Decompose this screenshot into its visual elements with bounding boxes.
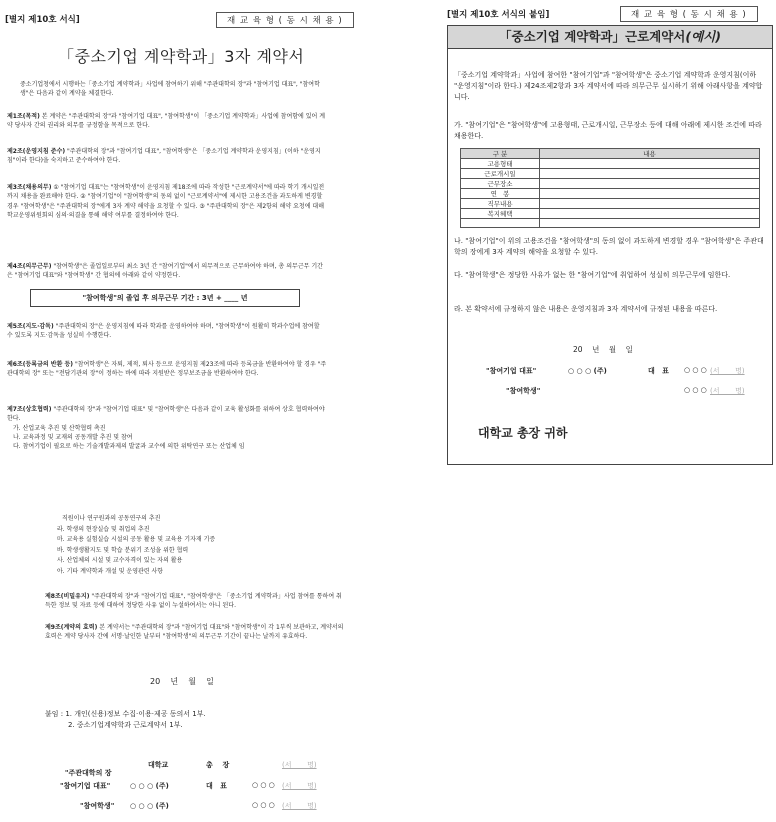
clause-na: 나. "참여기업"이 위의 고용조건을 "참여학생"의 동의 없이 과도하게 변경할 경우 "참여학생"은 주관대학의 장에게 3자 계약의 해약을 요청할 수 있다. xyxy=(454,237,764,257)
sig-company: ○ ○ ○ (주) xyxy=(568,367,607,375)
row-value[interactable] xyxy=(540,199,760,209)
row-value[interactable] xyxy=(540,159,760,169)
article-heading: 제7조(상호협력) xyxy=(7,406,52,413)
addressee: 대학교 총장 귀하 xyxy=(478,426,568,440)
row-label: 복지혜택 xyxy=(461,209,540,219)
sig-title: 총 장 xyxy=(206,761,230,769)
sig-title: 대 표 xyxy=(648,367,669,375)
list-item: 가. 산업교육 추진 및 산학협력 촉진 xyxy=(13,424,106,432)
article-heading: 제9조(계약의 효력) xyxy=(45,624,98,631)
page-title: 「중소기업 계약학과」3자 계약서 xyxy=(58,47,305,66)
article-6 xyxy=(7,360,327,379)
column-header: 내용 xyxy=(540,149,760,159)
signature-mark: (서 명) xyxy=(710,367,745,375)
date-line: 20 년 월 일 xyxy=(573,345,633,354)
clause-ga: 가. "참여기업"은 "참여학생"에 고용형태, 근로개시일, 근무장소 등에 대해 아래에 제시한 조건에 따라 채용한다. xyxy=(454,121,762,141)
sig-person: ○ ○ ○ xyxy=(252,801,275,809)
sig-title: 대 표 xyxy=(206,782,227,790)
table-row xyxy=(461,189,760,199)
article-heading: 제1조(목적) xyxy=(7,113,40,120)
row-value[interactable] xyxy=(540,209,760,219)
article-body: "주관대학의 장"과 "참여기업 대표", "참여학생"은 「중소기업 계약학과」사업 참여를 통하여 취득한 정보 및 자료 등에 대하여 정당한 사유 없이 누설하여서는 아니 된다. xyxy=(45,593,342,610)
attach-item: 2. 중소기업계약학과 근로계약서 1부. xyxy=(68,721,183,730)
sig-person: ○ ○ ○ xyxy=(252,781,275,789)
service-term-box: "참여학생"의 졸업 후 의무근무 기간 : 3년 + ____ 년 xyxy=(30,289,300,307)
article-9 xyxy=(45,623,345,642)
intro-text: 「중소기업 계약학과」사업에 참여한 "참여기업"과 "참여학생"은 중소기업 계약학과 운영지침(이하 "운영지침"이라 한다.) 제24조제2항과 3자 계약서에 따라 의무근무 실시하기 위해 아래사항을 계약합니다. xyxy=(454,71,763,102)
table-row xyxy=(461,209,760,219)
article-2 xyxy=(7,147,327,166)
sig-person: ○ ○ ○ xyxy=(684,386,707,394)
sig-role: "참여기업 대표" xyxy=(60,782,111,790)
article-7 xyxy=(7,405,327,451)
row-label: 고용형태 xyxy=(461,159,540,169)
intro-text xyxy=(20,80,325,99)
title-main: 「중소기업 계약학과」근로계약서 xyxy=(499,29,686,44)
intro: 중소기업청에서 시행하는「중소기업 계약학과」사업에 참여하기 위해 "주관대학의 장"과 "참여기업 대표", "참여학생"은 다음과 같이 계약을 체결한다. xyxy=(20,81,320,98)
row-value[interactable] xyxy=(540,169,760,179)
conditions-table xyxy=(460,148,760,228)
signature-mark: (서 명) xyxy=(282,802,317,810)
clause-ra: 라. 본 확약서에 규정하지 않은 내용은 운영지침과 3자 계약서에 규정된 내용을 따른다. xyxy=(454,305,718,313)
attach-label: 붙임 : xyxy=(45,710,64,718)
contract-title xyxy=(448,26,772,49)
clause-da: 다. "참여학생"은 정당한 사유가 없는 한 "참여기업"에 취업하여 성실히 의무근무에 임한다. xyxy=(454,271,731,279)
article-1 xyxy=(7,112,327,131)
form-tag: [별지 제10호 서식의 붙임] xyxy=(447,10,550,20)
sig-person: ○ ○ ○ xyxy=(684,366,707,374)
table-row xyxy=(461,159,760,169)
sig-role: "참여학생" xyxy=(80,802,115,810)
employment-contract-box xyxy=(447,25,773,465)
row-value[interactable] xyxy=(540,219,760,228)
sig-org: 대학교 xyxy=(148,761,169,769)
row-label: 근로개시일 xyxy=(461,169,540,179)
reuse-label: 재 교 육 형 ( 동 시 채 용 ) xyxy=(216,12,354,28)
article-8 xyxy=(45,592,345,611)
row-label xyxy=(461,219,540,228)
date-line: 20 년 월 일 xyxy=(150,677,214,686)
list-item: 라. 학생의 현장실습 및 취업의 추진 xyxy=(57,525,150,533)
sig-role: "참여기업 대표" xyxy=(486,367,537,375)
list-item: 바. 학생생활지도 및 학습 분위기 조성을 위한 협력 xyxy=(57,546,189,554)
signature-mark: (서 명) xyxy=(710,387,745,395)
row-label: 근무장소 xyxy=(461,179,540,189)
sig-company: ○ ○ ○ (주) xyxy=(130,802,169,810)
article-heading: 제3조(채용의무) xyxy=(7,184,52,191)
row-value[interactable] xyxy=(540,189,760,199)
row-label: 직무내용 xyxy=(461,199,540,209)
article-heading: 제6조(등록금의 반환 등) xyxy=(7,361,74,368)
article-5 xyxy=(7,322,327,341)
title-example: (예시) xyxy=(685,29,721,44)
article-body: 본 계약은 "주관대학의 장"과 "참여기업 대표", "참여학생"이 「중소기업 계약학과」사업에 참여함에 있어 계약 당사자 간의 권리와 의무를 규정함을 목적으로 한다. xyxy=(7,113,326,130)
article-heading: 제2조(운영지침 준수) xyxy=(7,148,66,155)
article-3 xyxy=(7,183,327,220)
row-label: 연 봉 xyxy=(461,189,540,199)
sig-role: "주관대학의 장 xyxy=(64,769,112,777)
signature-mark: (서 명) xyxy=(282,782,317,790)
attachments xyxy=(45,709,206,731)
article-body: "참여학생"은 졸업일로부터 최소 3년 간 "참여기업"에서 의무적으로 근무하여야 하며, 총 의무근무 기간은 "참여기업 대표"와 "참여학생" 간 협의에 아래와 같이 약정한다. xyxy=(7,263,323,280)
sig-company: ○ ○ ○ (주) xyxy=(130,782,169,790)
list-item: 다. 참여기업이 필요로 하는 기술개발과제의 발굴과 교수에 의한 위탁연구 또는 산업체 임 xyxy=(13,443,245,451)
signature-university xyxy=(60,760,112,778)
row-value[interactable] xyxy=(540,179,760,189)
article-heading: 제8조(비밀유지) xyxy=(45,593,90,600)
table-row xyxy=(461,219,760,228)
sig-role: "참여학생" xyxy=(506,387,541,395)
article-heading: 제4조(의무근무) xyxy=(7,263,52,270)
article-body: "참여학생"은 자퇴, 제적, 퇴사 등으로 운영지침 제23조에 따라 등록금을 반환하여야 할 경우 "주관대학의 장" 또는 "전담기관의 장"이 정하는 바에 따라 지원받은 정부보조금을 반환하여야 한다. xyxy=(7,361,327,378)
article-body: "주관대학의 장"과 "참여기업 대표" 및 "참여학생"은 다음과 같이 교육 활성화를 위하여 상호 협력하여야 한다. xyxy=(7,406,325,423)
list-item: 마. 교육용 실험실습 시설의 공동 활용 및 교육용 기자재 기증 xyxy=(57,536,216,543)
form-tag: [별지 제10호 서식] xyxy=(5,15,80,25)
table-row xyxy=(461,169,760,179)
article-body: "주관대학의 장"은 운영지침에 따라 학과를 운영하여야 하며, "참여학생"이 원활히 학과수업에 참여할 수 있도록 지도·감독을 성실히 수행한다. xyxy=(7,323,320,340)
article-body: ① "참여기업 대표"는 "참여학생"이 운영지침 제18조에 따라 작성한 "근로계약서"에 따라 학기 개시일전까지 채용을 완료해야 한다. ② "참여기업"이 "참여학생"의 동의 없이 "근로계약서"에 제시한 고용조건을 과도하게 변경할 경우 "참여학생"은 "주관대학의 장"에게 3자 계약 해약을 요청할 수 있다. ③ "주관대학의 장"은 제2항의 해약 요청에 대해 학교운영위원회의 심의·의결을 통해 해약 여부를 결정하여야 한다. xyxy=(7,184,325,219)
article-7-continued xyxy=(57,514,337,577)
list-item: 아. 기타 계약학과 개설 및 운영관련 사항 xyxy=(57,567,164,575)
table-row xyxy=(461,199,760,209)
list-item: 사. 산업체의 시설 및 교수자격이 있는 자의 활용 xyxy=(57,557,183,564)
list-item: 직원이나 연구원과의 공동연구의 추진 xyxy=(62,515,161,522)
reuse-label: 재 교 육 형 ( 동 시 채 용 ) xyxy=(620,6,758,22)
table-header-row xyxy=(461,149,760,159)
column-header: 구 분 xyxy=(461,149,540,159)
attach-item: 1. 개인(신용)정보 수집·이용·제공 동의서 1부. xyxy=(65,710,206,718)
article-4 xyxy=(7,262,327,281)
article-body: 본 계약서는 "주관대학의 장"과 "참여기업 대표"와 "참여학생"이 각 1부씩 보관하고, 계약서의 효력은 계약 당사자 간에 서명·날인한 날부터 "참여학생"의 의무근무 기간이 끝나는 날까지 유효하다. xyxy=(45,624,344,641)
signature-mark: (서 명) xyxy=(282,761,317,769)
list-item: 나. 교육과정 및 교재의 공동개발 추진 및 참여 xyxy=(13,433,133,441)
article-heading: 제5조(지도·감독) xyxy=(7,323,54,330)
table-row xyxy=(461,179,760,189)
article-body: "주관대학의 장"과 "참여기업 대표", "참여학생"은 「중소기업 계약학과 운영지침」(이하 "운영지침"이라 한다)을 숙지하고 준수하여야 한다. xyxy=(7,148,321,165)
